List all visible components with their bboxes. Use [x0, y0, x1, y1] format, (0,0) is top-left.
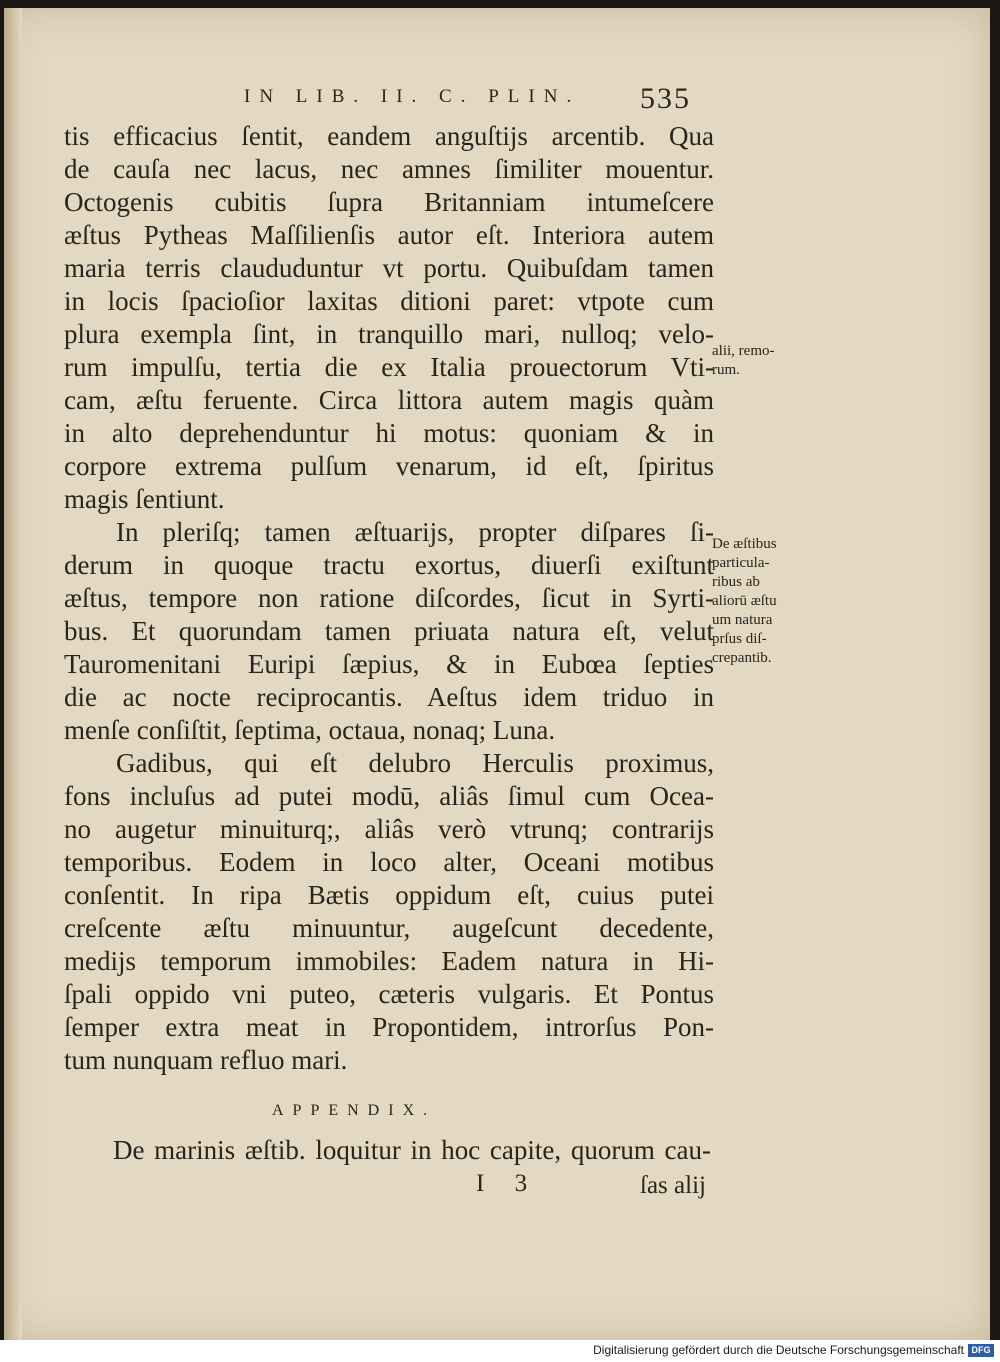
signature-mark: I 3	[476, 1170, 540, 1197]
text-line: ſemper extra meat in Propontidem, introrſus Pon-	[64, 1012, 714, 1042]
margin-note-tides	[712, 535, 777, 668]
dfg-logo: DFG	[968, 1344, 994, 1357]
running-title: IN LIB. II. C. PLIN.	[244, 86, 581, 107]
appendix-first-line: De marinis æſtib. loquitur in hoc capite, quorum cau-	[113, 1135, 711, 1165]
appendix-title: APPENDIX.	[272, 1102, 437, 1119]
text-line: temporibus. Eodem in loco alter, Oceani motibus	[64, 847, 714, 877]
margin-note-line: prſus diſ-	[712, 631, 767, 647]
text-line: maria terris claududuntur vt portu. Quibuſdam tamen	[64, 253, 714, 283]
text-line: In pleriſq; tamen æſtuarijs, propter diſpares ſi-	[116, 517, 714, 547]
text-line: in alto deprehenduntur hi motus: quoniam & in	[64, 418, 714, 448]
text-line: æſtus Pytheas Maſſilienſis autor eſt. Interiora autem	[64, 220, 714, 250]
text-line: conſentit. In ripa Bætis oppidum eſt, cuius putei	[64, 880, 714, 910]
text-line: in locis ſpacioſior laxitas ditioni paret: vtpote cum	[64, 286, 714, 316]
text-line: Octogenis cubitis ſupra Britanniam intumeſcere	[64, 187, 714, 217]
text-line: æſtus, tempore non ratione diſcordes, ſicut in Syrti-	[64, 583, 714, 613]
text-line: medijs temporum immobiles: Eadem natura in Hi-	[64, 946, 714, 976]
text-line: bus. Et quorundam tamen priuata natura eſt, velut	[64, 616, 714, 646]
text-line: magis ſentiunt.	[64, 484, 225, 514]
text-line: Tauromenitani Euripi ſæpius, & in Eubœa ſepties	[64, 649, 714, 679]
text-line: derum in quoque tractu exortus, diuerſi exiſtunt	[64, 550, 714, 580]
text-line: de cauſa nec lacus, nec amnes ſimiliter mouentur.	[64, 154, 714, 184]
footer-bar	[0, 1340, 1000, 1362]
margin-note-line: um natura	[712, 612, 773, 628]
margin-note-line: rum.	[712, 362, 740, 378]
page-gutter-shadow	[4, 8, 22, 1340]
body-text	[64, 120, 714, 1077]
text-line: tum nunquam refluo mari.	[64, 1045, 348, 1075]
page-number: 535	[640, 82, 691, 115]
text-line: Gadibus, qui eſt delubro Herculis proximus,	[116, 748, 714, 778]
margin-note-line: De æſtibus	[712, 536, 777, 552]
margin-note-line: aliorū æſtu	[712, 593, 777, 609]
text-line: ſpali oppido vni puteo, cæteris vulgaris. Et Pontus	[64, 979, 714, 1009]
text-line: corpore extrema pulſum venarum, id eſt, ſpiritus	[64, 451, 714, 481]
catchword: ſas alij	[640, 1172, 706, 1199]
margin-note-line: ribus ab	[712, 574, 760, 590]
text-line: rum impulſu, tertia die ex Italia prouectorum Vti-	[64, 352, 714, 382]
text-line: tis efficacius ſentit, eandem anguſtijs arcentib. Qua	[64, 121, 714, 151]
margin-note-line: particula-	[712, 555, 770, 571]
margin-note-rowers	[712, 342, 774, 380]
text-line: plura exempla ſint, in tranquillo mari, nulloq; velo-	[64, 319, 714, 349]
text-line: menſe conſiſtit, ſeptima, octaua, nonaq; Luna.	[64, 715, 556, 745]
text-line: no augetur minuiturq;, aliâs verò vtrunq; contrarijs	[64, 814, 714, 844]
margin-note-line: crepantib.	[712, 650, 772, 666]
funding-credit: Digitalisierung gefördert durch die Deutsche Forschungsgemeinschaft	[593, 1343, 964, 1357]
margin-note-line: alii, remo-	[712, 343, 775, 359]
text-line: cam, æſtu feruente. Circa littora autem magis quàm	[64, 385, 714, 415]
text-line: die ac nocte reciprocantis. Aeſtus idem triduo in	[64, 682, 714, 712]
text-line: creſcente æſtu minuuntur, augeſcunt decedente,	[64, 913, 714, 943]
text-line: fons incluſus ad putei modū, aliâs ſimul cum Ocea-	[64, 781, 714, 811]
